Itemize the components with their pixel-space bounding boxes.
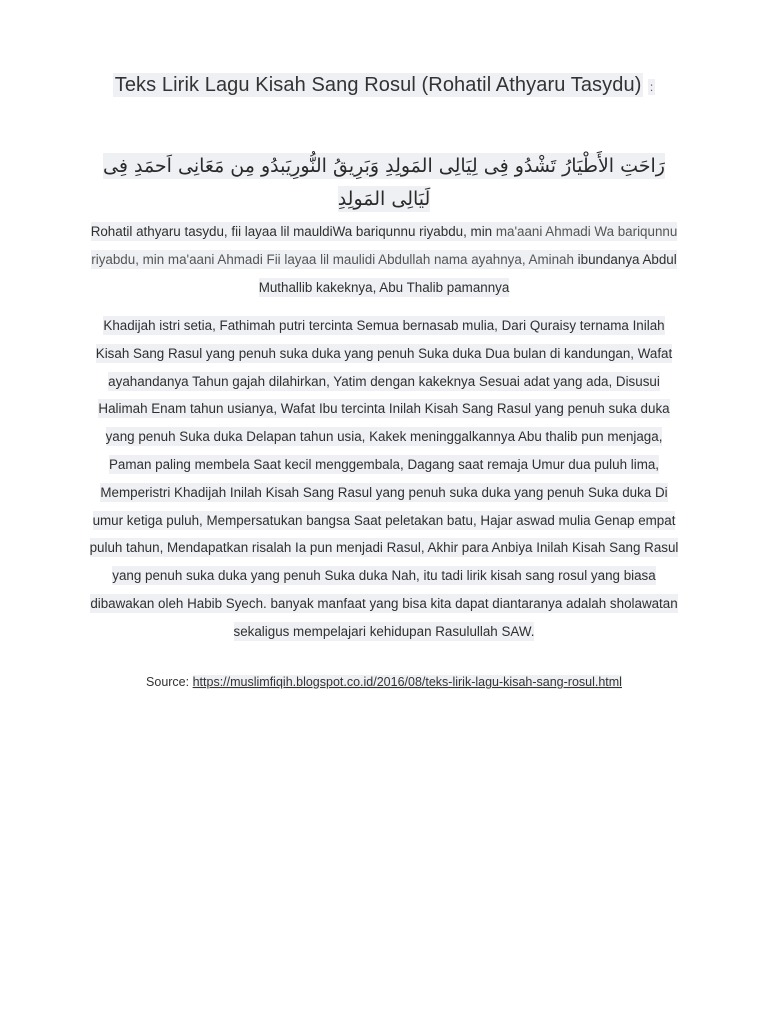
transliteration-main: Rohatil athyaru tasydu, fii layaa lil mauldiWa bariqunnu riyabdu, min [90,224,496,239]
source-label: Source: [146,675,190,689]
title-colon: : [649,80,654,94]
lyrics-paragraph [88,312,680,646]
transliteration-paragraph [88,218,680,301]
source-line [0,675,768,689]
page-title: Teks Lirik Lagu Kisah Sang Rosul (Rohatil Athyaru Tasydu) [114,74,642,96]
arabic-lyric: رَاحَتِ الأَطْيَارُ تَشْدُو فِى لِيَالِى المَولِدِ وَبَرِيقُ النُّورِيَبدُو مِن مَعَانِى اَحمَدِ فِى لَيَالِى المَولِدِ [103,155,665,210]
lyrics-text: Khadijah istri setia, Fathimah putri tercinta Semua bernasab mulia, Dari Quraisy ternama Inilah Kisah Sang Rasul yang penuh suka duka yang penuh Suka duka Dua bulan di kandungan, Wafat ayahandanya Tahun gajah dilahirkan, Yatim dengan kakeknya Sesuai adat yang ada, Disusui Halimah Enam tahun usianya, Wafat Ibu tercinta Inilah Kisah Sang Rasul yang penuh suka duka yang penuh Suka duka Delapan tahun usia, Kakek meninggalkannya Abu thalib pun menjaga, Paman paling membela Saat kecil menggembala, Dagang saat remaja Umur dua puluh lima, Memperistri Khadijah Inilah Kisah Sang Rasul yang penuh suka duka yang penuh Suka duka Di umur ketiga puluh, Mempersatukan bangsa Saat peletakan batu, Hajar aswad mulia Genap empat puluh tahun, Mendapatkan risalah Ia pun menjadi Rasul, Akhir para Anbiya Inilah Kisah Sang Rasul yang penuh suka duka yang penuh Suka duka Nah, itu tadi lirik kisah sang rosul yang biasa dibawakan oleh Habib Syech. banyak manfaat yang bisa kita dapat diantaranya adalah sholawatan sekaligus mempelajari kehidupan Rasulullah SAW. [89,318,679,639]
transliteration-tail: ibundanya Abdul Muthallib kakeknya, Abu Thalib pamannya [258,251,677,295]
arabic-lyric-block [86,150,682,216]
source-link[interactable]: https://muslimfiqih.blogspot.co.id/2016/08/teks-lirik-lagu-kisah-sang-rosul.html [192,675,622,689]
title-block [0,74,768,97]
transliteration-faint: ma'aani Ahmadi Wa bariqunnu riyabdu, min ma'aani Ahmadi Fii layaa lil maulidi Abdullah nama ayahnya, Aminah [91,224,678,267]
